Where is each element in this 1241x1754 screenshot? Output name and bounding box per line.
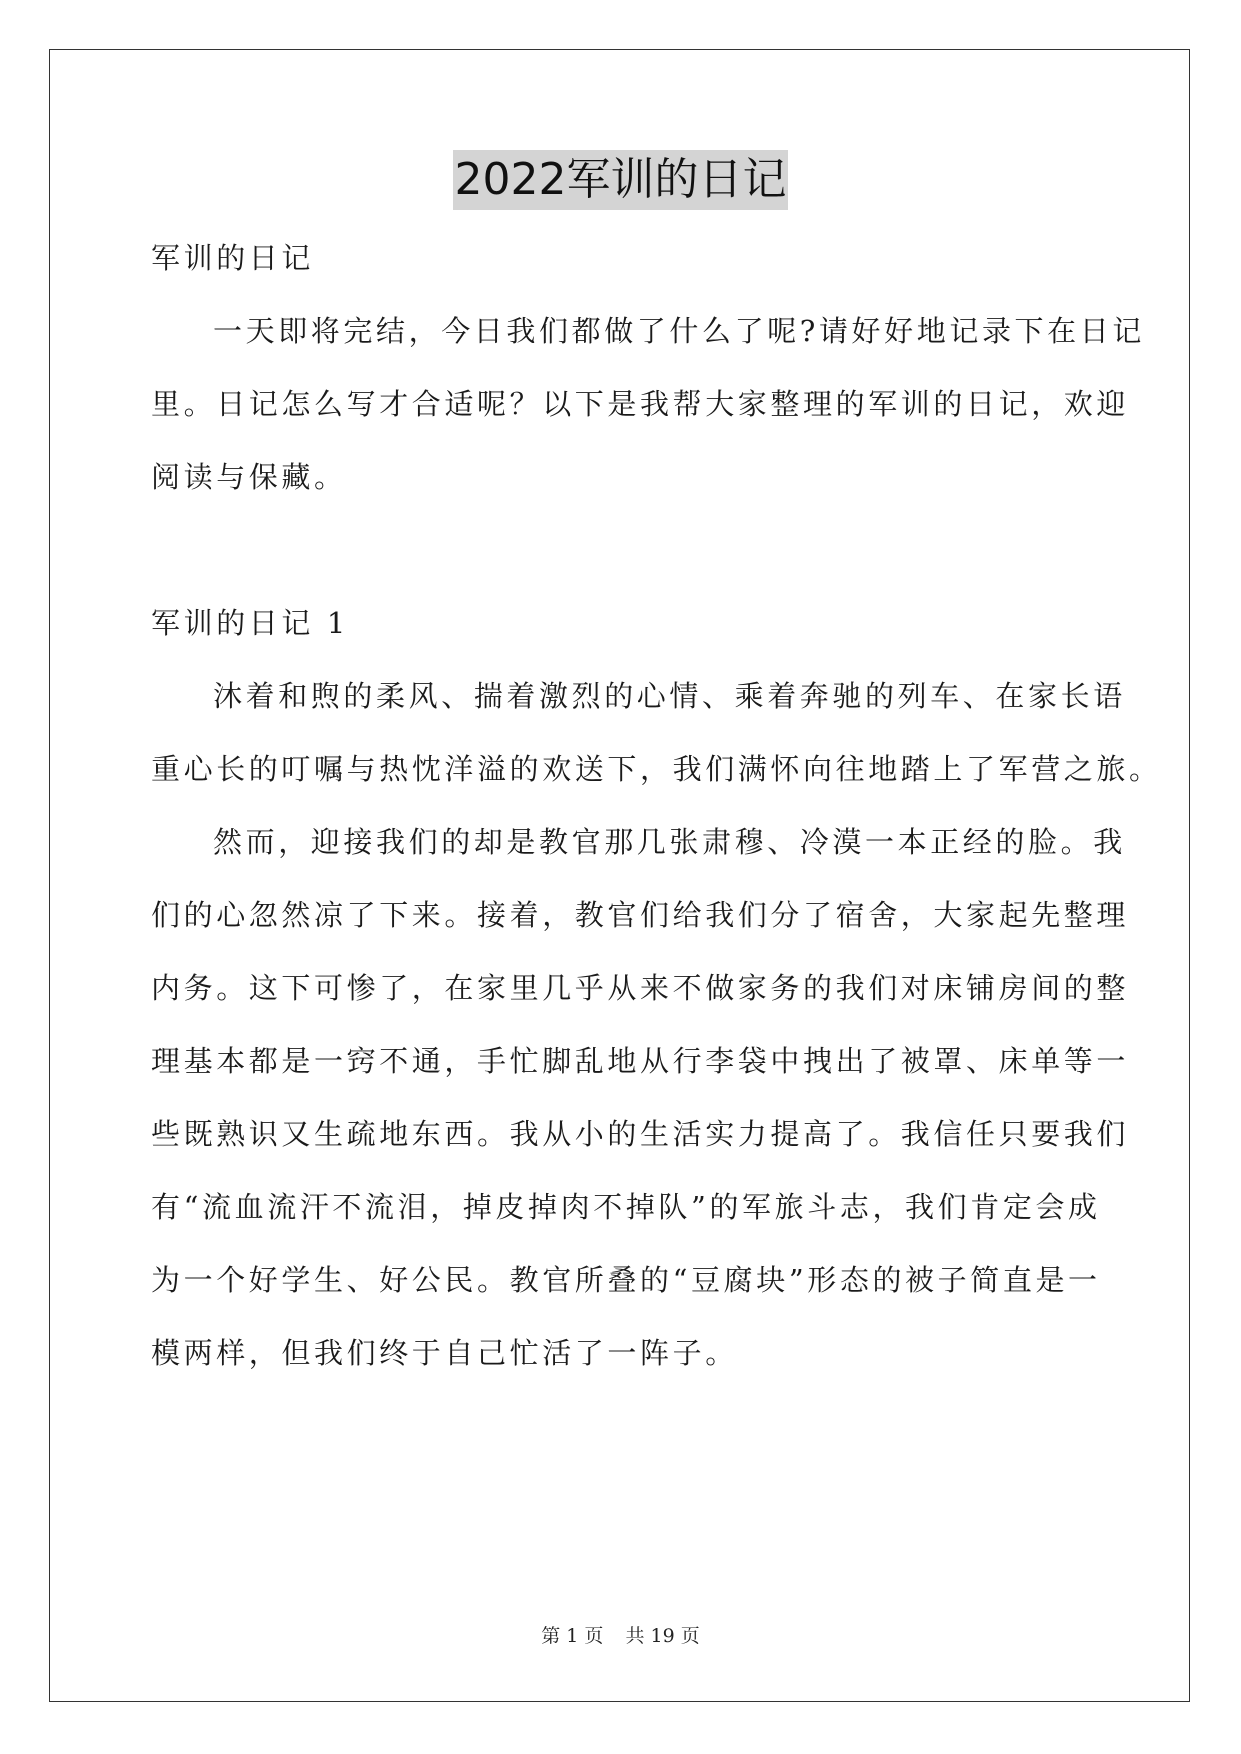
body-line-5: 内务。这下可惨了，在家里几乎从来不做家务的我们对床铺房间的整: [151, 971, 1130, 1005]
page-total: 共 19 页: [625, 1625, 700, 1647]
subtitle-line: 军训的日记: [151, 241, 315, 275]
intro-line-3: 阅读与保藏。: [151, 460, 347, 494]
body-line-6: 理基本都是一窍不通，手忙脚乱地从行李袋中拽出了被罩、床单等一: [151, 1044, 1130, 1078]
body-line-8: 有“流血流汗不流泪，掉皮掉肉不掉队”的军旅斗志，我们肯定会成: [151, 1190, 1101, 1224]
page-border: [49, 49, 1190, 1702]
body-line-7: 些既熟识又生疏地东西。我从小的生活实力提高了。我信任只要我们: [151, 1117, 1130, 1151]
body-line-10: 模两样，但我们终于自己忙活了一阵子。: [151, 1336, 738, 1370]
intro-line-2: 里。日记怎么写才合适呢？以下是我帮大家整理的军训的日记，欢迎: [151, 387, 1130, 421]
document-title: 2022军训的日记: [453, 150, 789, 210]
body-line-4: 们的心忽然凉了下来。接着，教官们给我们分了宿舍，大家起先整理: [151, 898, 1130, 932]
body-line-9: 为一个好学生、好公民。教官所叠的“豆腐块”形态的被子简直是一: [151, 1263, 1101, 1297]
section-heading: 军训的日记 1: [151, 606, 349, 640]
page-footer: [0, 1624, 1241, 1648]
body-line-1: 沐着和煦的柔风、揣着激烈的心情、乘着奔驰的列车、在家长语: [213, 679, 1126, 713]
body-line-2: 重心长的叮嘱与热忱洋溢的欢送下，我们满怀向往地踏上了军营之旅。: [151, 752, 1162, 786]
body-line-3: 然而，迎接我们的却是教官那几张肃穆、冷漠一本正经的脸。我: [213, 825, 1126, 859]
page-number: 第 1 页: [541, 1625, 604, 1647]
intro-line-1: 一天即将完结，今日我们都做了什么了呢?请好好地记录下在日记: [213, 314, 1145, 348]
title-container: [0, 150, 1241, 210]
